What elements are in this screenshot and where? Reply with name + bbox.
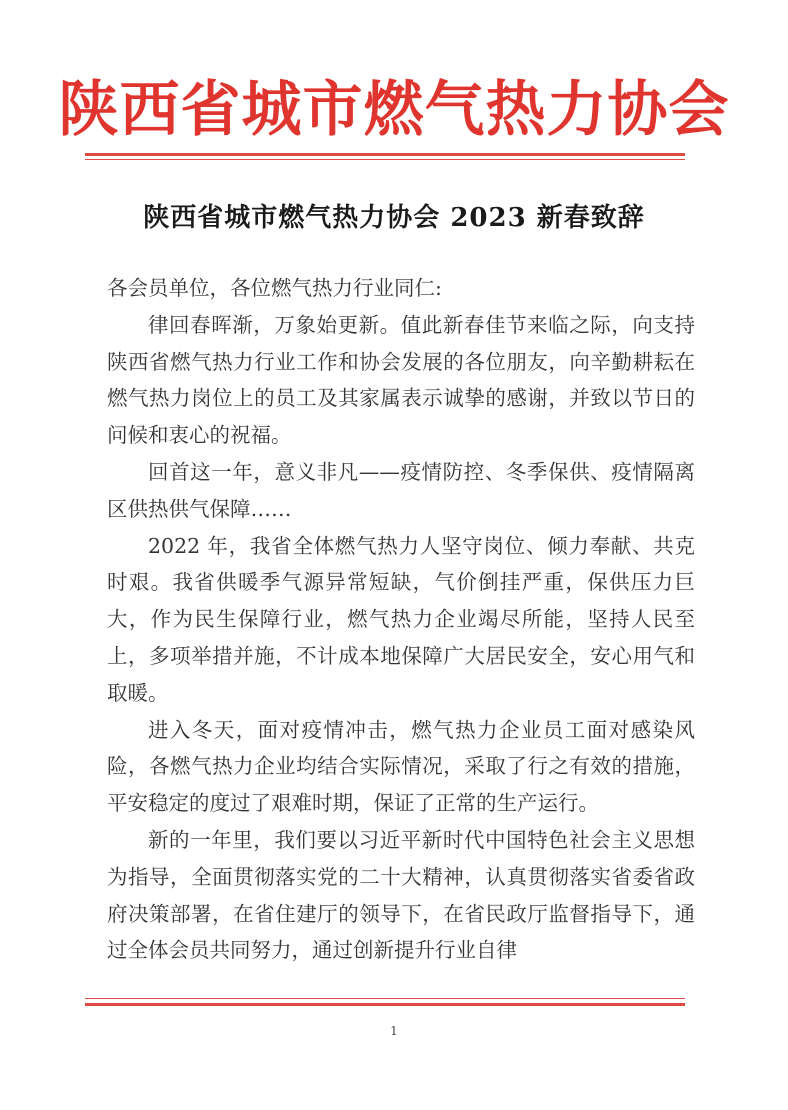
footer-rule-thick <box>85 1003 685 1006</box>
paragraph-1: 律回春晖渐，万象始更新。值此新春佳节来临之际，向支持陕西省燃气热力行业工作和协会发展的各位朋友，向辛勤耕耘在燃气热力岗位上的员工及其家属表示诚挚的感谢，并致以节日的问候和衷心的祝福。 <box>107 312 695 448</box>
paragraph-2: 回首这一年，意义非凡——疫情防控、冬季保供、疫情隔离区供热供气保障…… <box>107 459 695 521</box>
document-title: 陕西省城市燃气热力协会 2023 新春致辞 <box>143 203 645 233</box>
header-rule-thin <box>85 159 685 160</box>
letter-body <box>107 270 695 969</box>
page-number: 1 <box>390 1024 398 1038</box>
paragraph-5: 新的一年里，我们要以习近平新时代中国特色社会主义思想为指导，全面贯彻落实党的二十大精神，认真贯彻落实省委省政府决策部署，在省住建厅的领导下，在省民政厅监督指导下，通过全体会员共同努力，通过创新提升行业自律 <box>107 827 695 963</box>
salutation: 各会员单位，各位燃气热力行业同仁: <box>107 276 442 300</box>
paragraph-3: 2022 年，我省全体燃气热力人坚守岗位、倾力奉献、共克时艰。我省供暖季气源异常短缺，气价倒挂严重，保供压力巨大，作为民生保障行业，燃气热力企业竭尽所能，坚持人民至上，多项举措并施，不计成本地保障广大居民安全，安心用气和取暖。 <box>107 533 695 705</box>
footer-rule-thin <box>85 998 685 999</box>
header-rule-thick <box>85 153 685 156</box>
paragraph-4: 进入冬天，面对疫情冲击，燃气热力企业员工面对感染风险，各燃气热力企业均结合实际情况，采取了行之有效的措施，平安稳定的度过了艰难时期，保证了正常的生产运行。 <box>107 717 695 816</box>
organization-letterhead: 陕西省城市燃气热力协会 <box>58 75 730 145</box>
